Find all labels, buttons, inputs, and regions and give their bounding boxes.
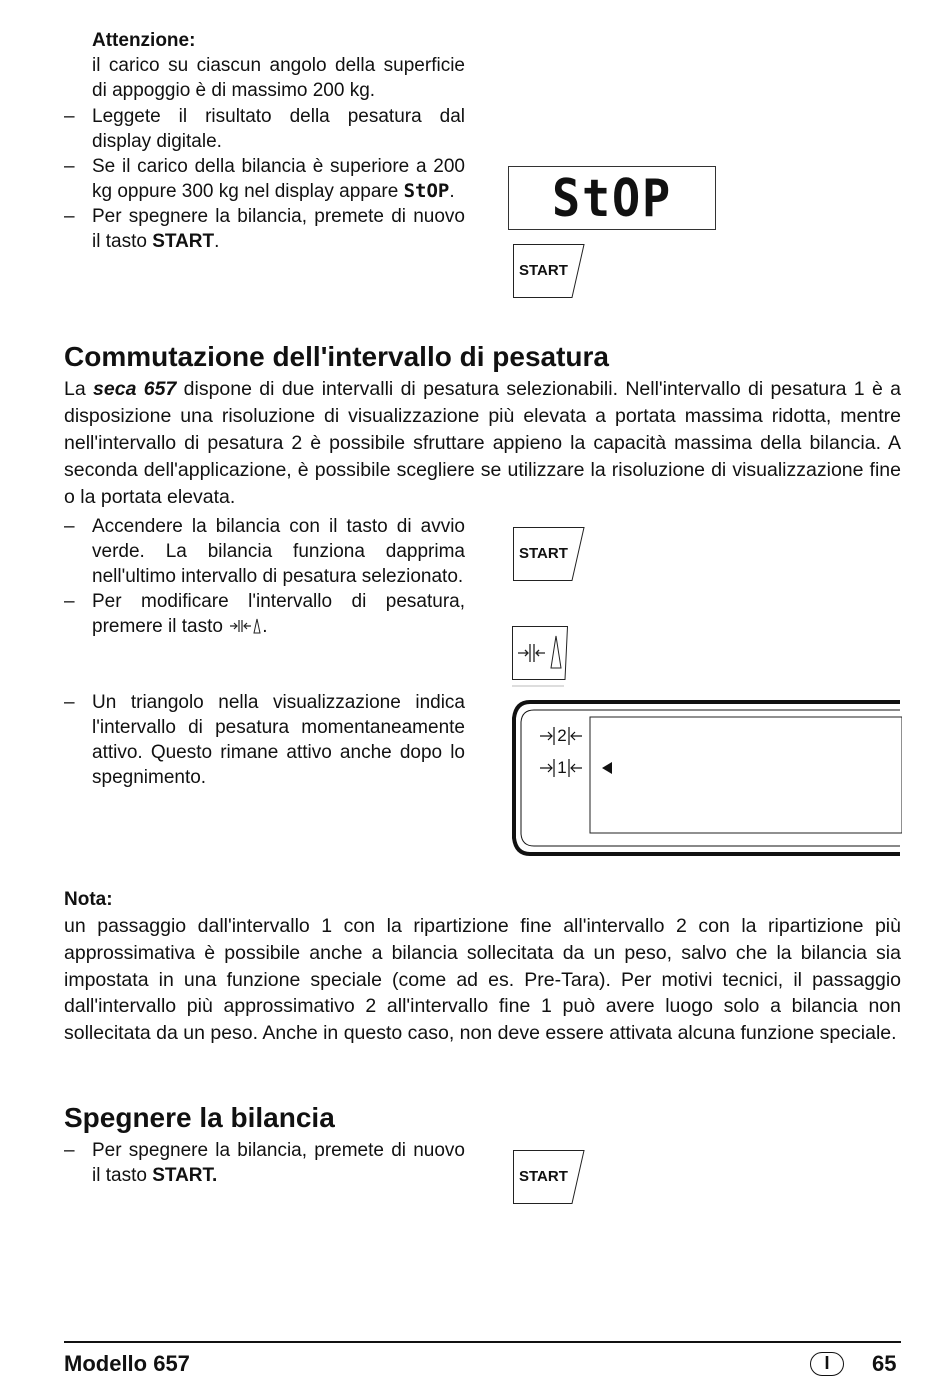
footer-model: Modello 657	[64, 1351, 190, 1376]
note-block	[64, 887, 901, 1047]
language-badge	[810, 1352, 844, 1376]
note-heading: Nota:	[64, 889, 113, 910]
brand-name: seca 657	[93, 378, 177, 400]
section-title-interval: Commutazione dell'intervallo di pesatura	[64, 341, 609, 372]
stop-code: StOP	[403, 180, 450, 202]
range-label-1: 1	[557, 758, 567, 777]
range-display-panel	[508, 700, 902, 858]
range-switch-icon	[228, 617, 262, 635]
list-item: – Leggete il risultato della pesatura dal display digitale.	[64, 106, 465, 152]
start-button-label: START	[519, 1168, 568, 1185]
section-title-off: Spegnere la bilancia	[64, 1102, 335, 1133]
attention-text: il carico su ciascun angolo della superficie di appoggio è di massimo 200 kg.	[92, 55, 465, 101]
stop-display	[508, 166, 716, 230]
attention-heading: Attenzione:	[92, 30, 196, 51]
stop-display-text: StOP	[552, 169, 672, 229]
range-label-2: 2	[557, 726, 567, 745]
range-switch-button[interactable]	[512, 626, 568, 688]
start-button[interactable]	[513, 244, 585, 298]
display-housing	[508, 700, 902, 858]
start-button[interactable]	[513, 527, 585, 581]
footer-rule	[64, 1341, 901, 1343]
steps-top	[64, 104, 465, 254]
list-item: – Per spegnere la bilancia, premete di nuovo il tasto START.	[64, 206, 465, 252]
attention-block	[92, 28, 465, 103]
list-item: – Per spegnere la bilancia, premete di nuovo il tasto START.	[64, 1140, 465, 1186]
off-steps	[64, 1138, 465, 1188]
page-number: 65	[872, 1351, 897, 1376]
range-switch-key	[512, 626, 568, 688]
start-button-label: START	[519, 262, 568, 279]
language-code: I	[824, 1353, 830, 1373]
list-item: – Se il carico della bilancia è superiore a 200 kg oppure 300 kg nel display appare StOP.	[64, 156, 465, 202]
list-item: – Un triangolo nella visualizzazione indica l'intervallo di pesatura momentaneamente attivo. Questo rimane attivo anche dopo lo spegnimento.	[64, 692, 465, 788]
start-button[interactable]	[513, 1150, 585, 1204]
section-intro: La seca 657 dispone di due intervalli di pesatura selezionabili. Nell'intervallo di pesatura 1 è a disposizione una risoluzione di visualizzazione più elevata a portata massima ridotta, mentre nell'intervallo di pesatura 2 è possibile sfruttare appieno la capacità massima della bilancia. A seconda dell'applicazione, è possibile scegliere se utilizzare la risoluzione di visualizzazione fine o la portata elevata.	[64, 378, 902, 508]
interval-steps	[64, 514, 465, 639]
list-item: – Accendere la bilancia con il tasto di avvio verde. La bilancia funziona dapprima nell'ultimo intervallo di pesatura selezionato.	[64, 516, 465, 587]
list-item: – Per modificare l'intervallo di pesatura, premere il tasto .	[64, 591, 465, 637]
note-text: un passaggio dall'intervallo 1 con la ripartizione fine all'intervallo 2 con la ripartizione più approssimativa è possibile anche a bilancia sollecitata da un peso, salvo che la bilancia sia impostata in una funzione speciale (come ad es. Pre-Tara). Per motivi tecnici, il passaggio dall'intervallo più approssimativo 2 all'intervallo fine 1 può avere luogo solo a bilancia non sollecitata da un peso. Anche in questo caso, non deve essere attivata alcuna funzione speciale.	[64, 915, 901, 1045]
start-button-label: START	[519, 545, 568, 562]
interval-step-3	[64, 690, 465, 790]
